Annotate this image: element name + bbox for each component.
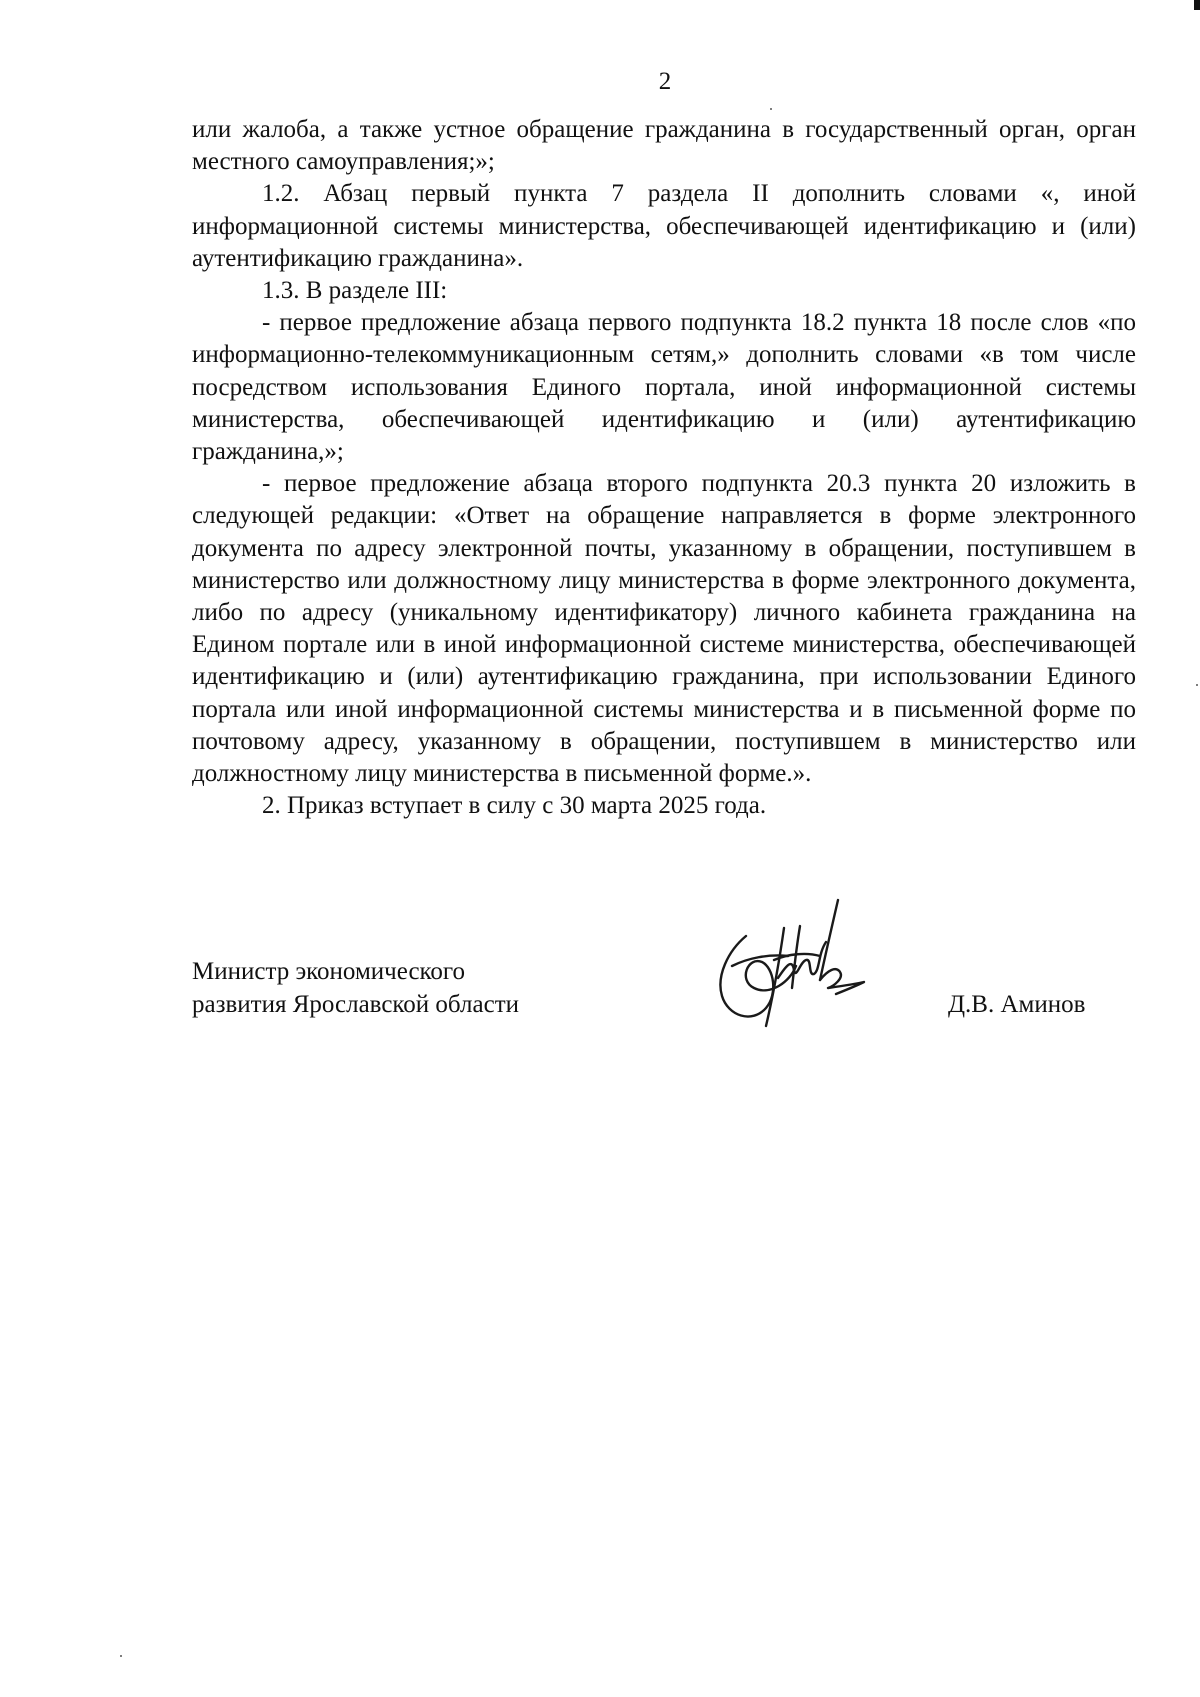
scan-speck xyxy=(1196,684,1198,686)
paragraph-continuation: или жалоба, а также устное обращение гражданина в государственный орган, орган местного самоуправления;»; xyxy=(192,116,1136,176)
signer-position-line-2: развития Ярославской области xyxy=(192,991,520,1018)
signer-position xyxy=(192,955,519,1021)
signer-position-line-1: Министр экономического xyxy=(192,958,466,985)
document-body xyxy=(192,114,1136,822)
paragraph-1-2: 1.2. Абзац первый пункта 7 раздела II дополнить словами «, иной информационной системы министерства, обеспечивающей идентификацию и (или) аутентификацию гражданина». xyxy=(192,180,1136,272)
signer-name: Д.В. Аминов xyxy=(948,991,1086,1018)
handwritten-signature xyxy=(708,896,868,1041)
scan-speck xyxy=(120,1655,122,1657)
scan-speck xyxy=(770,108,772,110)
paragraph-1-3: 1.3. В разделе III: xyxy=(262,277,448,305)
paragraph-2: 2. Приказ вступает в силу с 30 марта 2025 года. xyxy=(262,792,767,820)
paragraph-1-3-item-2: - первое предложение абзаца второго подпункта 20.3 пункта 20 изложить в следующей редакции: «Ответ на обращение направляется в форме электронного документа по адресу электронной почты, указанному в обращении, поступившем в министерство или должностному лицу министерства в форме электронного документа, либо по адресу (уникальному идентификатору) личного кабинета гражданина на Едином портале или в иной информационной системе министерства, обеспечивающей идентификацию и (или) аутентификацию гражданина, при использовании Единого портала или иной информационной системы министерства и в письменной форме по почтовому адресу, указанному в обращении, поступившем в министерство или должностному лицу министерства в письменной форме.». xyxy=(192,470,1136,788)
page-number: 2 xyxy=(658,68,672,95)
scan-edge-mark xyxy=(1194,0,1200,10)
paragraph-1-3-item-1: - первое предложение абзаца первого подпункта 18.2 пункта 18 после слов «по информационно-телекоммуникационным сетям,» дополнить словами «в том числе посредством использования Единого портала, иной информационной системы министерства, обеспечивающей идентификацию и (или) аутентификацию гражданина,»; xyxy=(192,309,1136,466)
